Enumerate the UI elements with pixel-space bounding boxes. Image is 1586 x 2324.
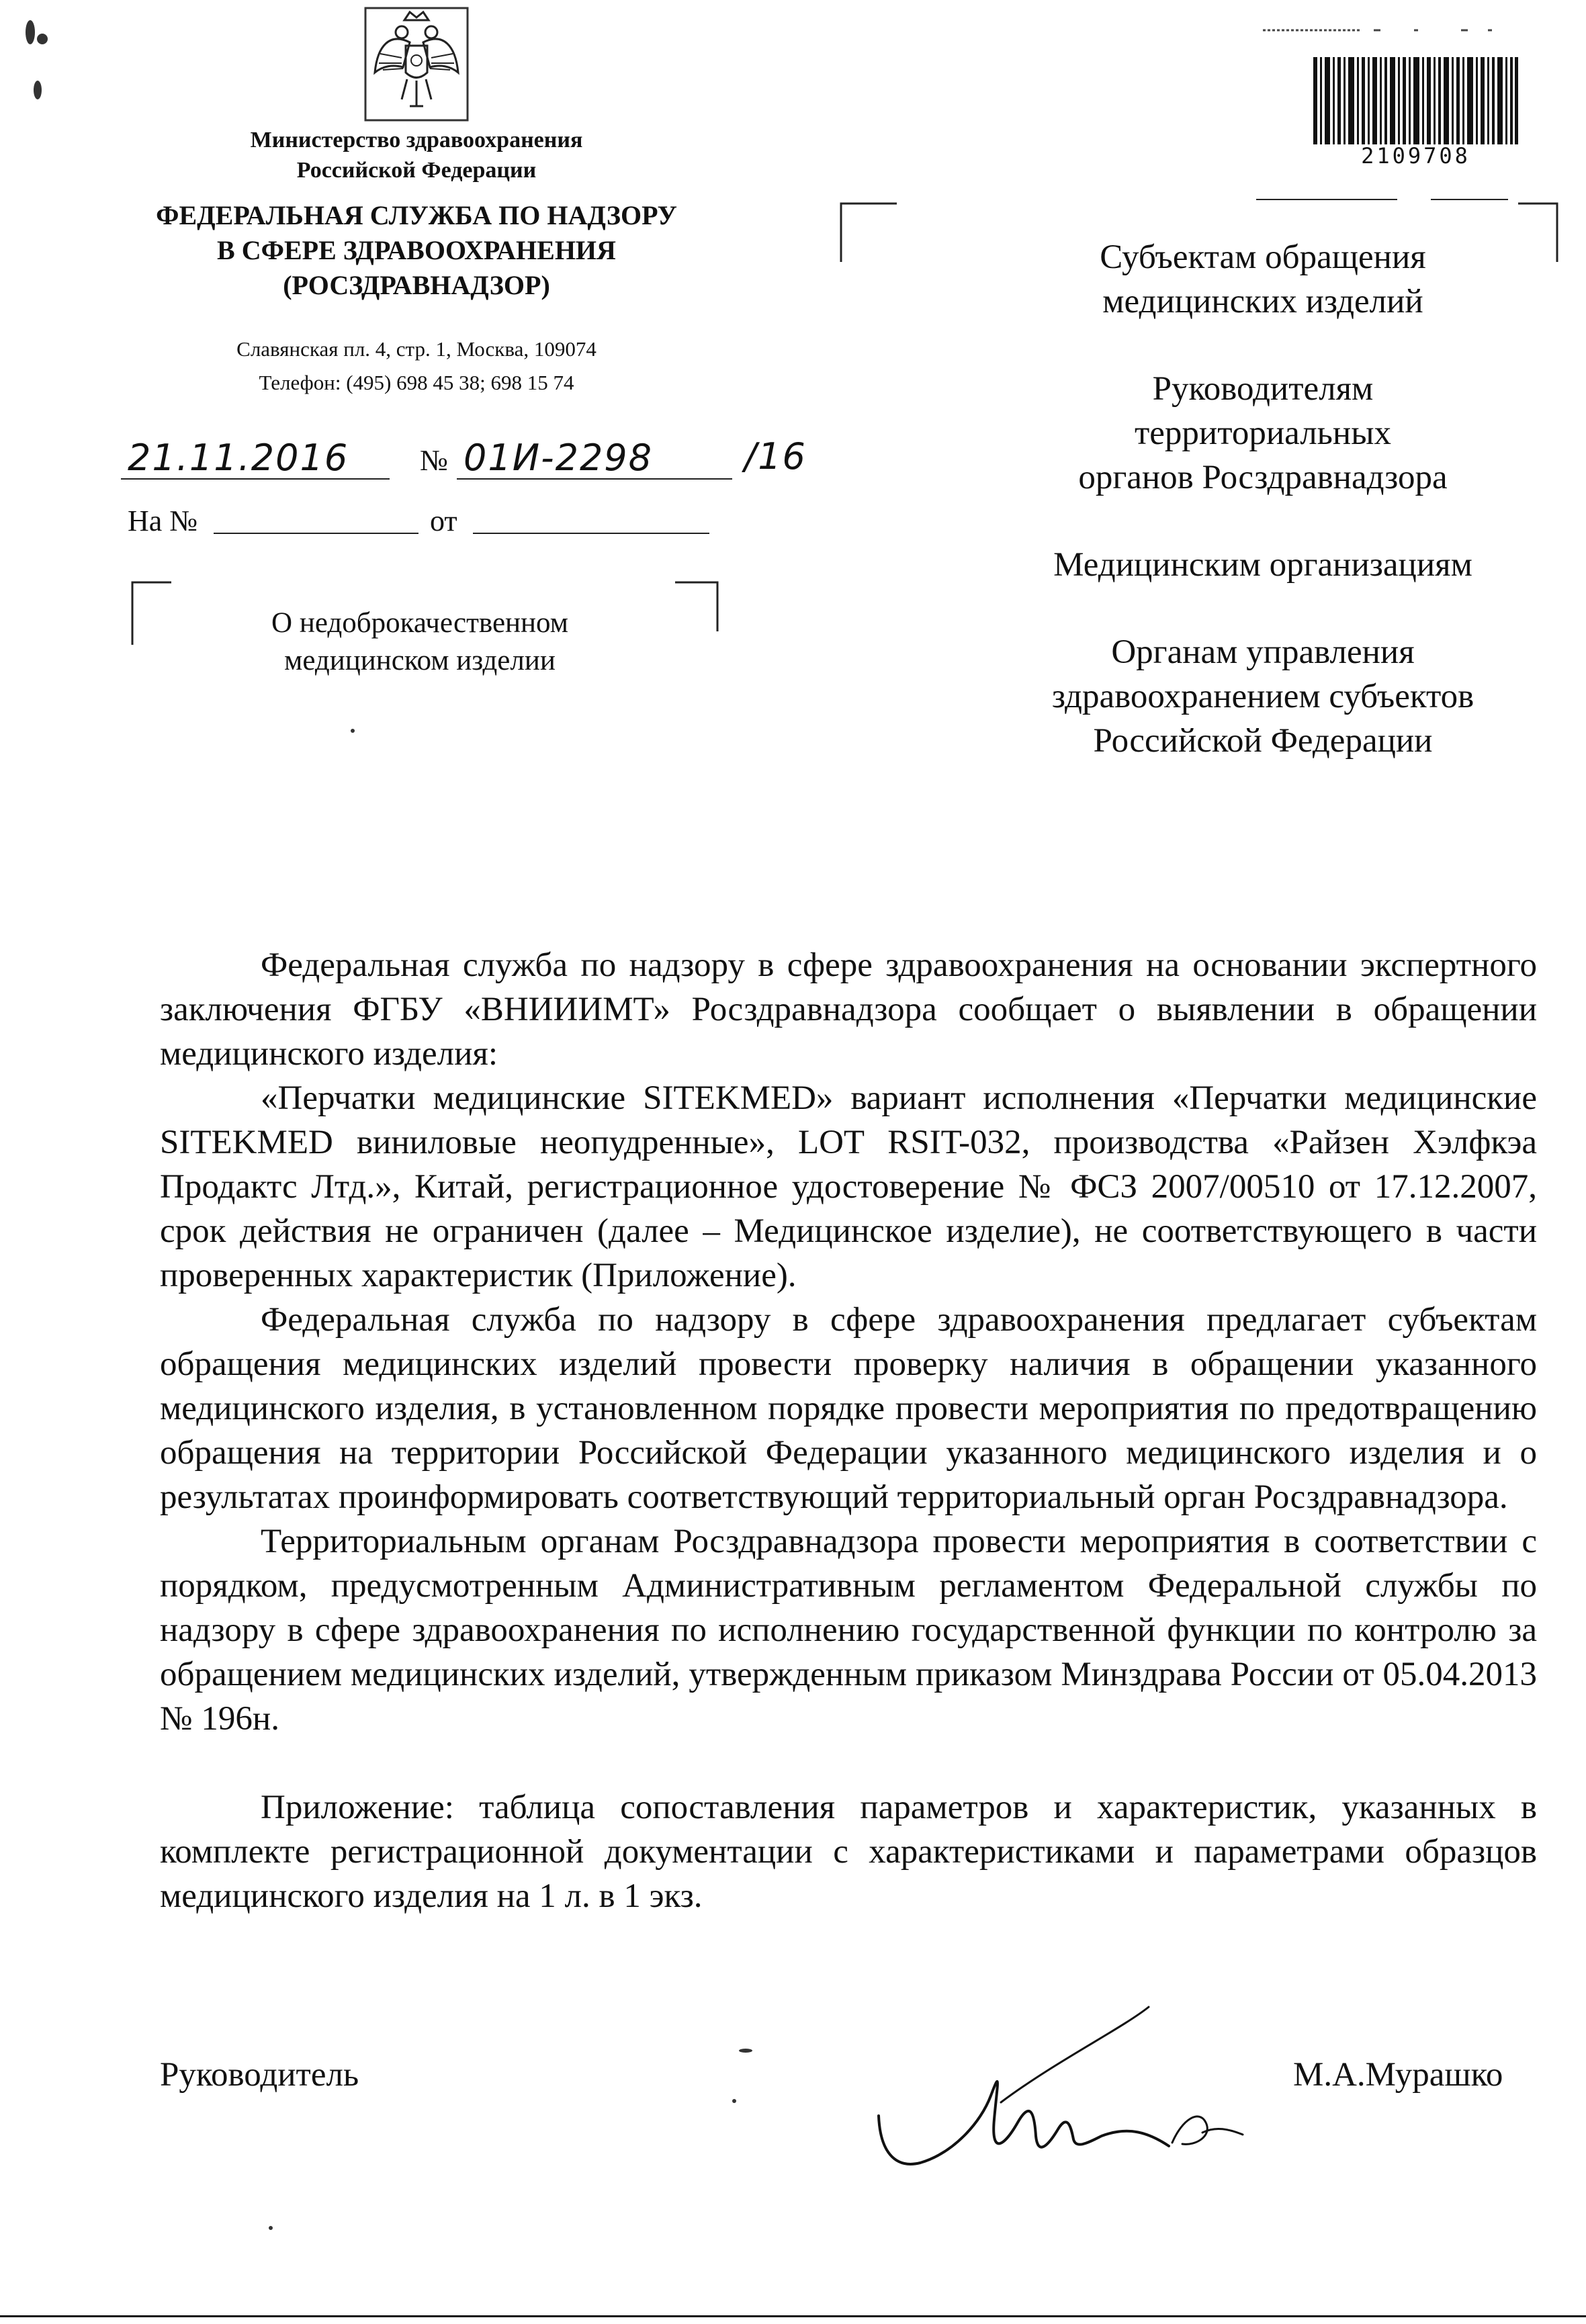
addressee-line: Медицинским организациям xyxy=(1053,546,1472,584)
agency-address xyxy=(175,332,658,400)
scan-mark xyxy=(351,729,355,733)
addressee-line: Субъектам обращения xyxy=(1100,238,1426,276)
scan-mark xyxy=(739,2049,752,2053)
body-paragraph: Федеральная служба по надзору в сфере здравоохранения на основании экспертного заключения ФГБУ «ВНИИИМТ» Росздравнадзора сообщает о выявлении в обращении медицинского изделия: xyxy=(160,946,1537,1073)
addressees-block xyxy=(981,235,1545,806)
coat-of-arms-icon xyxy=(363,5,470,123)
scan-mark xyxy=(732,2099,736,2103)
appendix-paragraph: Приложение: таблица сопоставления параметров и характеристик, указанных в комплекте регистрационной документации с характеристиками и параметрами образцов медицинского изделия на 1 л. в 1 экз. xyxy=(160,1789,1537,1915)
letter-subject xyxy=(222,605,618,680)
incoming-date-label: от xyxy=(430,504,457,537)
scan-specks xyxy=(1260,20,1525,40)
letter-body xyxy=(160,943,1537,1918)
body-paragraph: «Перчатки медицинские SITEKMED» вариант исполнения «Перчатки медицинские SITEKMED виниловые неопудренные», LOT RSIT-032, производства «Райзен Хэлфкэа Продактс Лтд.», Китай, регистрационное удостоверение № ФСЗ 2007/00510 от 17.12.2007, срок действия не ограничен (далее – Медицинское изделие), не соответствующего в части проверенных характеристик (Приложение). xyxy=(160,1079,1537,1294)
barcode-number: 2109708 xyxy=(1361,143,1470,169)
body-paragraph: Федеральная служба по надзору в сфере здравоохранения предлагает субъектам обращения медицинских изделий провести проверку наличия в обращении указанного медицинского изделия, в установленном порядке провести мероприятия по предотвращению обращения на территории Российской Федерации указанного медицинского изделия и о результатах проинформировать соответствующий территориальный орган Росздравнадзора. xyxy=(160,1301,1537,1516)
ministry-line: Министерство здравоохранения xyxy=(250,128,583,152)
handwritten-signature xyxy=(867,2002,1283,2203)
scan-mark xyxy=(37,34,48,44)
addressee-line: органов Росздравнадзора xyxy=(1078,459,1448,496)
page-bottom-rule xyxy=(0,2315,1586,2317)
body-paragraph: Территориальным органам Росздравнадзора провести мероприятия в соответствии с порядком, предусмотренным Административным регламентом Федеральной службы по надзору в сфере здравоохранения по исполнению государственной функции по контролю за обращением медицинских изделий, утвержденным приказом Минздрава России от 05.04.2013 № 196н. xyxy=(160,1523,1537,1738)
addressee-line: медицинских изделий xyxy=(1102,283,1423,320)
phone-line: Телефон: (495) 698 45 38; 698 15 74 xyxy=(259,371,574,394)
addressee-line: Российской Федерации xyxy=(1093,722,1433,760)
scan-mark xyxy=(269,2226,273,2230)
scan-mark xyxy=(26,20,35,44)
registration-number-sign: № xyxy=(420,444,448,477)
incoming-number-label: На № xyxy=(128,504,198,537)
addressee-group xyxy=(981,543,1545,587)
ministry-line: Российской Федерации xyxy=(296,158,537,183)
subject-line: О недоброкачественном xyxy=(271,607,568,639)
signatory-title: Руководитель xyxy=(160,2056,359,2094)
registration-number: 01И-2298 xyxy=(464,437,654,479)
scan-mark xyxy=(34,81,42,99)
addressee-line: территориальных xyxy=(1135,414,1391,452)
addressee-group xyxy=(981,235,1545,324)
registration-number-suffix: /16 xyxy=(744,435,807,478)
agency-name xyxy=(114,198,719,303)
registration-date: 21.11.2016 xyxy=(128,437,349,479)
addressee-line: здравоохранением субъектов xyxy=(1051,678,1474,715)
barcode-icon xyxy=(1313,57,1518,144)
addressee-line: Органам управления xyxy=(1111,633,1415,671)
addressee-group xyxy=(981,630,1545,763)
subject-line: медицинском изделии xyxy=(284,645,556,676)
signatory-name: М.А.Мурашко xyxy=(1293,2056,1503,2094)
addressee-line: Руководителям xyxy=(1152,370,1374,408)
address-line: Славянская пл. 4, стр. 1, Москва, 109074 xyxy=(236,337,597,361)
agency-line: В СФЕРЕ ЗДРАВООХРАНЕНИЯ xyxy=(217,235,616,265)
addressee-group xyxy=(981,367,1545,500)
agency-line: ФЕДЕРАЛЬНАЯ СЛУЖБА ПО НАДЗОРУ xyxy=(156,200,677,230)
agency-line: (РОСЗДРАВНАДЗОР) xyxy=(283,270,550,300)
ministry-name xyxy=(202,125,631,185)
